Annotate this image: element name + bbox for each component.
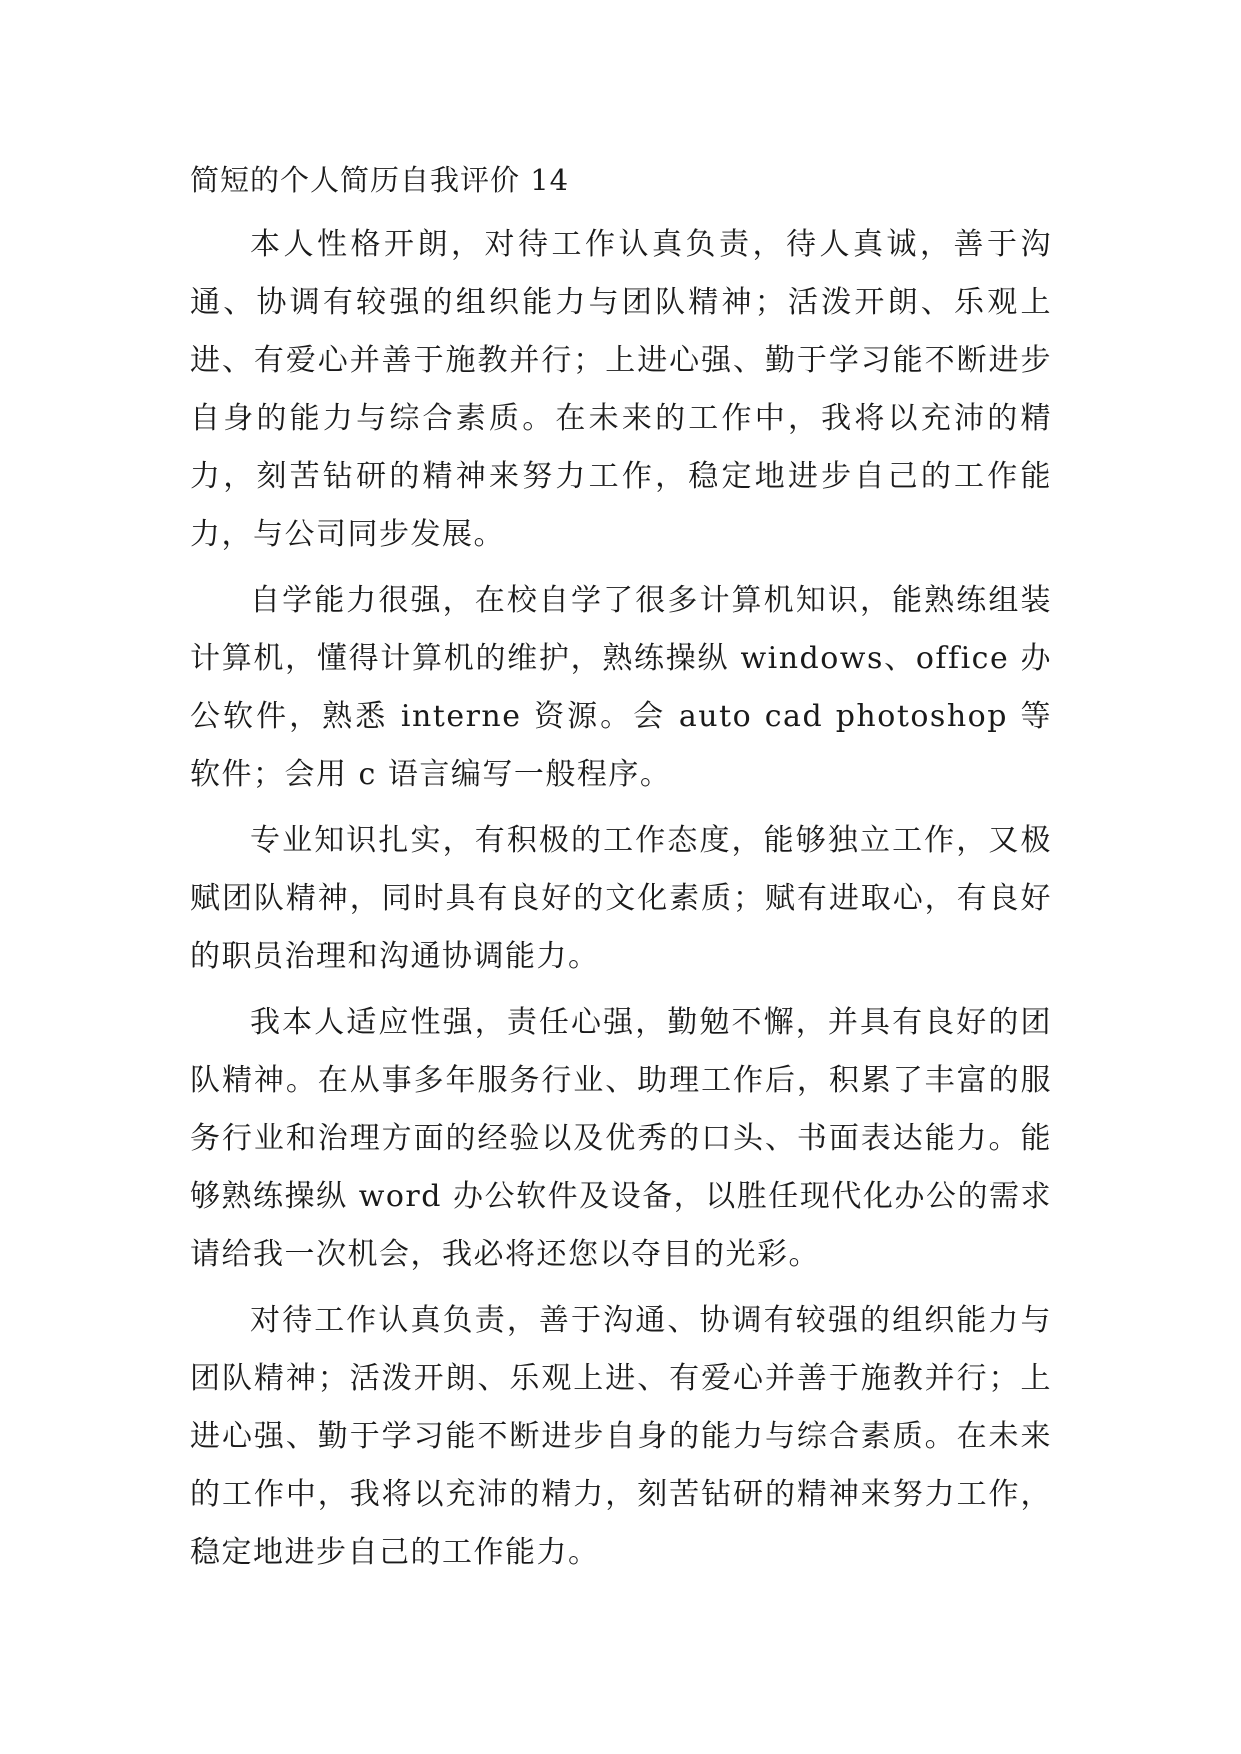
- document-body: [190, 158, 1052, 1590]
- paragraph-4: 我本人适应性强，责任心强，勤勉不懈，并具有良好的团队精神。在从事多年服务行业、助理工作后，积累了丰富的服务行业和治理方面的经验以及优秀的口头、书面表达能力。能够熟练操纵 word 办公软件及设备，以胜任现代化办公的需求请给我一次机会，我必将还您以夺目的光彩。: [190, 1005, 1052, 1272]
- paragraph-2: 自学能力很强，在校自学了很多计算机知识，能熟练组装计算机，懂得计算机的维护，熟练操纵 windows、office 办公软件，熟悉 interne 资源。会 auto cad photoshop 等软件；会用 c 语言编写一般程序。: [190, 583, 1052, 792]
- document-title: 简短的个人简历自我评价 14: [190, 163, 570, 197]
- paragraph-1: 本人性格开朗，对待工作认真负责，待人真诚，善于沟通、协调有较强的组织能力与团队精神；活泼开朗、乐观上进、有爱心并善于施教并行；上进心强、勤于学习能不断进步自身的能力与综合素质。在未来的工作中，我将以充沛的精力，刻苦钻研的精神来努力工作，稳定地进步自己的工作能力，与公司同步发展。: [190, 227, 1052, 552]
- paragraph-5: 对待工作认真负责，善于沟通、协调有较强的组织能力与团队精神；活泼开朗、乐观上进、有爱心并善于施教并行；上进心强、勤于学习能不断进步自身的能力与综合素质。在未来的工作中，我将以充沛的精力，刻苦钻研的精神来努力工作，稳定地进步自己的工作能力。: [190, 1303, 1052, 1570]
- paragraph-3: 专业知识扎实，有积极的工作态度，能够独立工作，又极赋团队精神，同时具有良好的文化素质；赋有进取心，有良好的职员治理和沟通协调能力。: [190, 823, 1052, 974]
